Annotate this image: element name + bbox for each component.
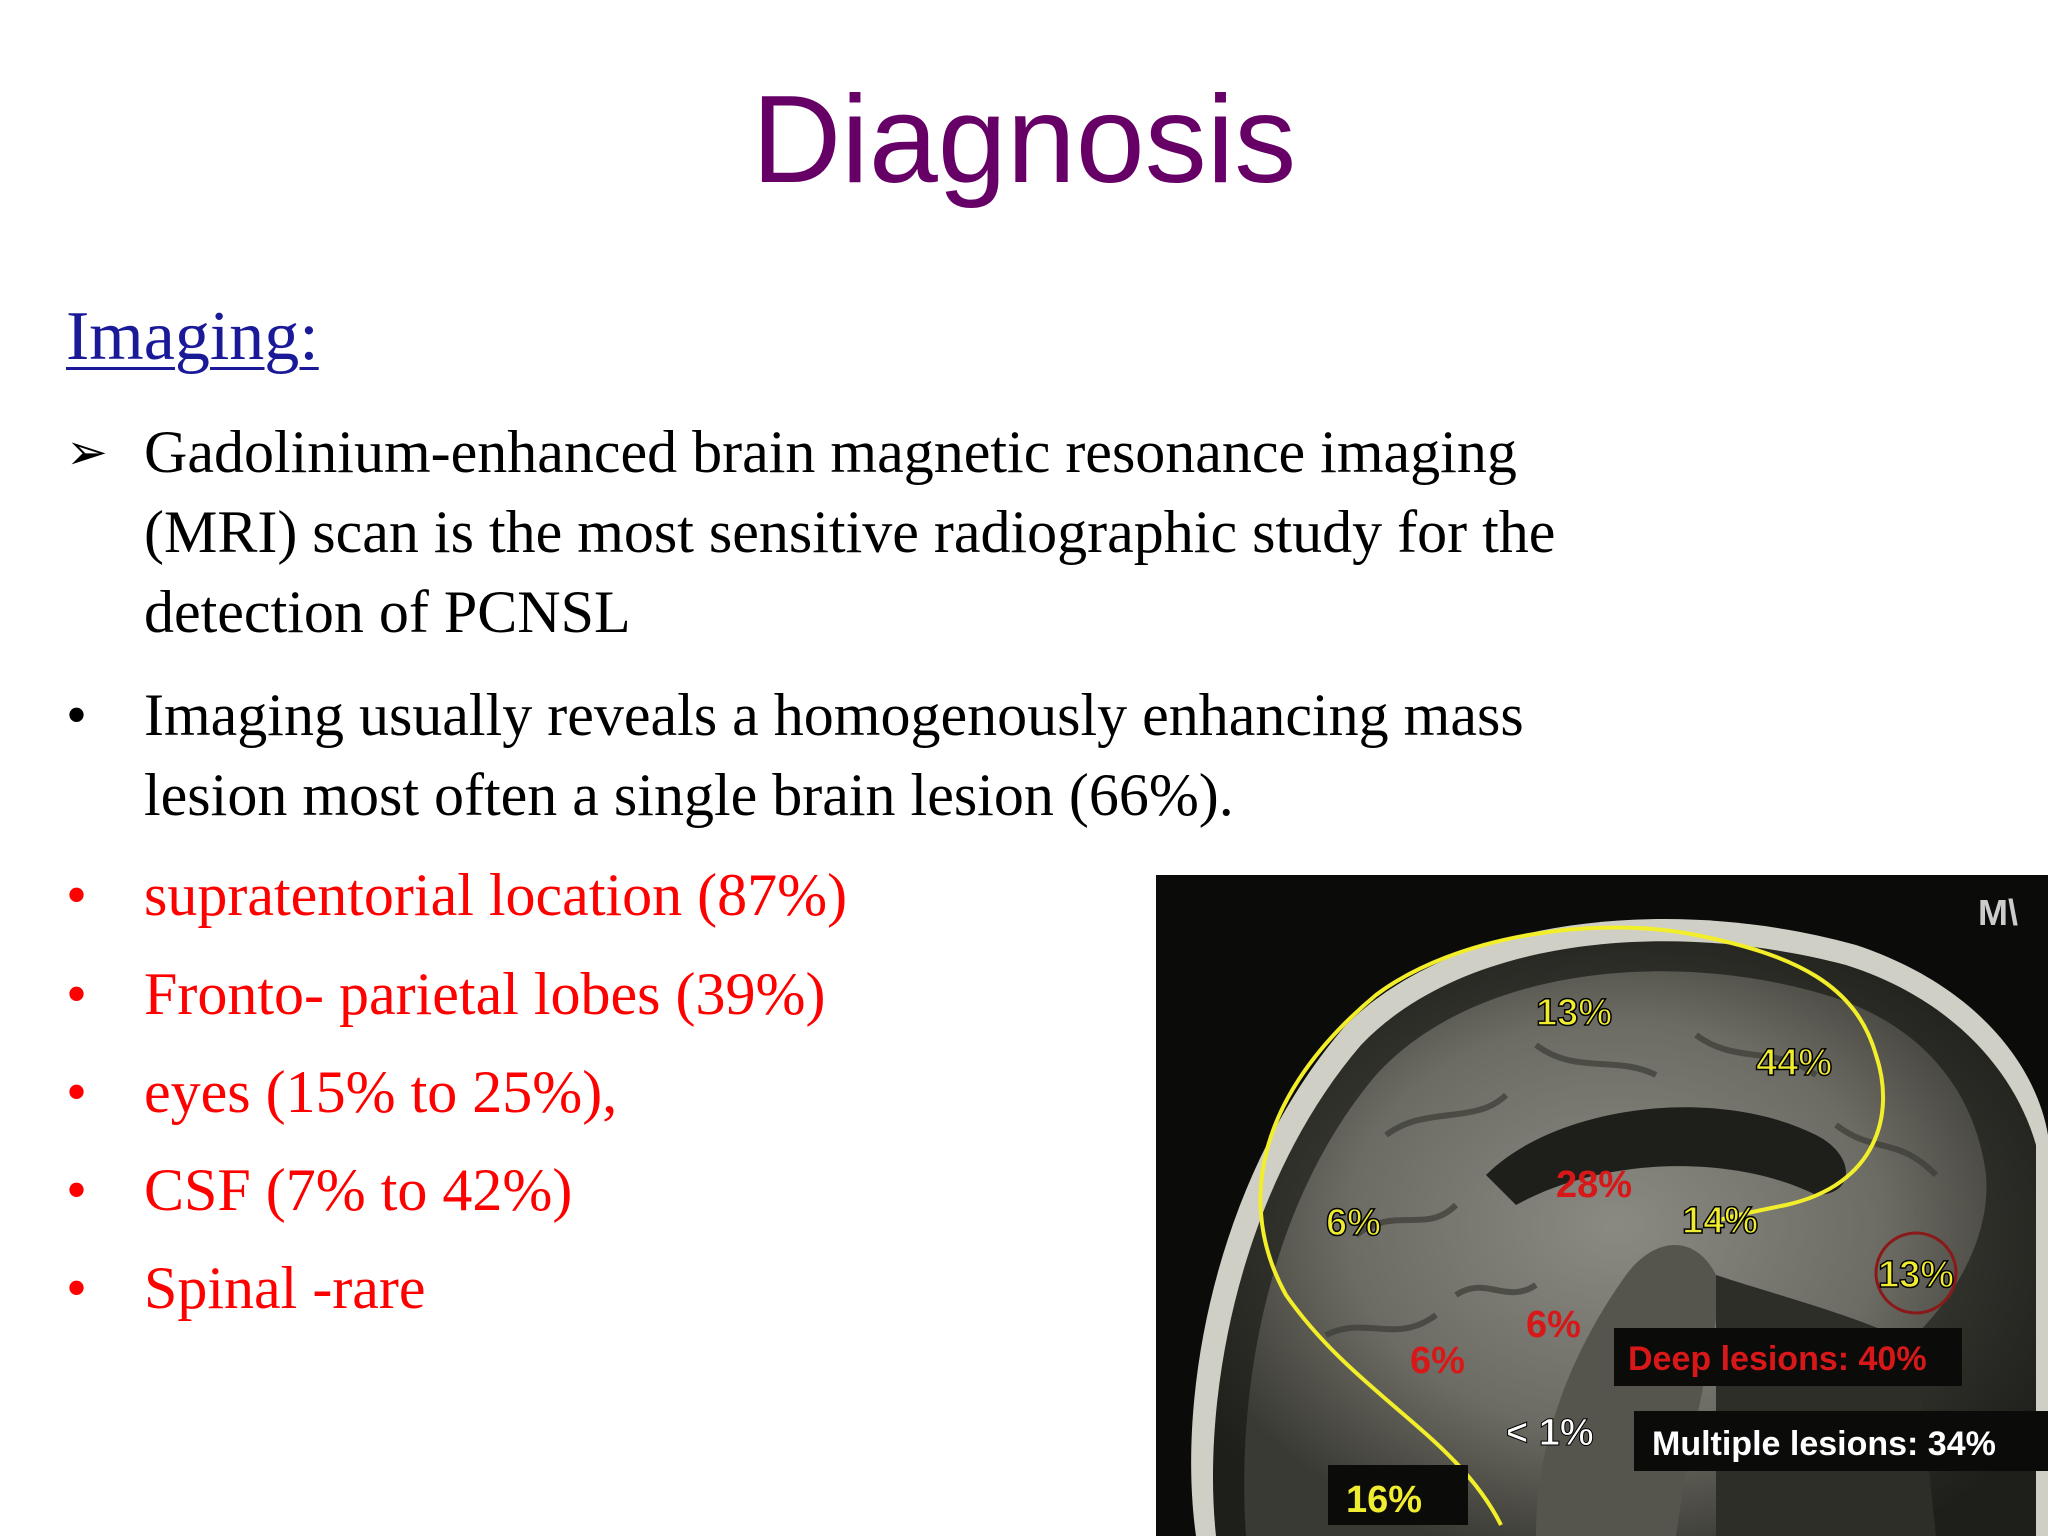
label-basal-percent: 6% bbox=[1410, 1340, 1465, 1382]
slide-title: Diagnosis bbox=[751, 71, 1297, 209]
bullet-line: lesion most often a single brain lesion (66%). bbox=[144, 762, 1234, 828]
bullet-line: Imaging usually reveals a homogenously enhancing mass bbox=[144, 682, 1524, 748]
bullet-line: Fronto- parietal lobes (39%) bbox=[144, 961, 826, 1027]
bullet-line: (MRI) scan is the most sensitive radiographic study for the bbox=[144, 499, 1556, 565]
label-low-percent: < 1% bbox=[1506, 1412, 1594, 1454]
bullet-line: supratentorial location (87%) bbox=[144, 862, 848, 928]
label-parietal-percent: 44% bbox=[1756, 1042, 1833, 1084]
label-top-percent: 13% bbox=[1536, 992, 1613, 1034]
bullet-line: eyes (15% to 25%), bbox=[144, 1059, 618, 1125]
bullet-line: Gadolinium-enhanced brain magnetic resonance imaging bbox=[144, 419, 1517, 485]
label-frontal-percent: 6% bbox=[1326, 1202, 1381, 1244]
bullet-line: detection of PCNSL bbox=[144, 579, 631, 645]
bullet-dot-icon: • bbox=[66, 1157, 88, 1223]
section-heading: Imaging: bbox=[66, 298, 319, 375]
arrow-bullet-icon: ➢ bbox=[66, 424, 108, 480]
bullet-dot-icon: • bbox=[66, 1255, 88, 1321]
bullet-dot-icon: • bbox=[66, 961, 88, 1027]
multiple-lesions-label: Multiple lesions: 34% bbox=[1652, 1425, 1996, 1463]
mri-corner-text: M\ bbox=[1978, 892, 2018, 933]
bullet-line: CSF (7% to 42%) bbox=[144, 1157, 573, 1223]
bullet-dot-icon: • bbox=[66, 862, 88, 928]
label-spinal-percent: 16% bbox=[1346, 1479, 1423, 1521]
label-brainstem-percent: 6% bbox=[1526, 1304, 1581, 1346]
mri-sagittal-image bbox=[1156, 875, 2048, 1536]
deep-lesions-label: Deep lesions: 40% bbox=[1628, 1340, 1927, 1378]
bullet-dot-icon: • bbox=[66, 1059, 88, 1125]
label-deep-percent: 28% bbox=[1556, 1164, 1633, 1206]
bullet-dot-icon: • bbox=[66, 682, 88, 748]
bullet-line: Spinal -rare bbox=[144, 1255, 426, 1321]
label-occipital-percent: 13% bbox=[1878, 1254, 1955, 1296]
label-callosal-percent: 14% bbox=[1682, 1200, 1759, 1242]
